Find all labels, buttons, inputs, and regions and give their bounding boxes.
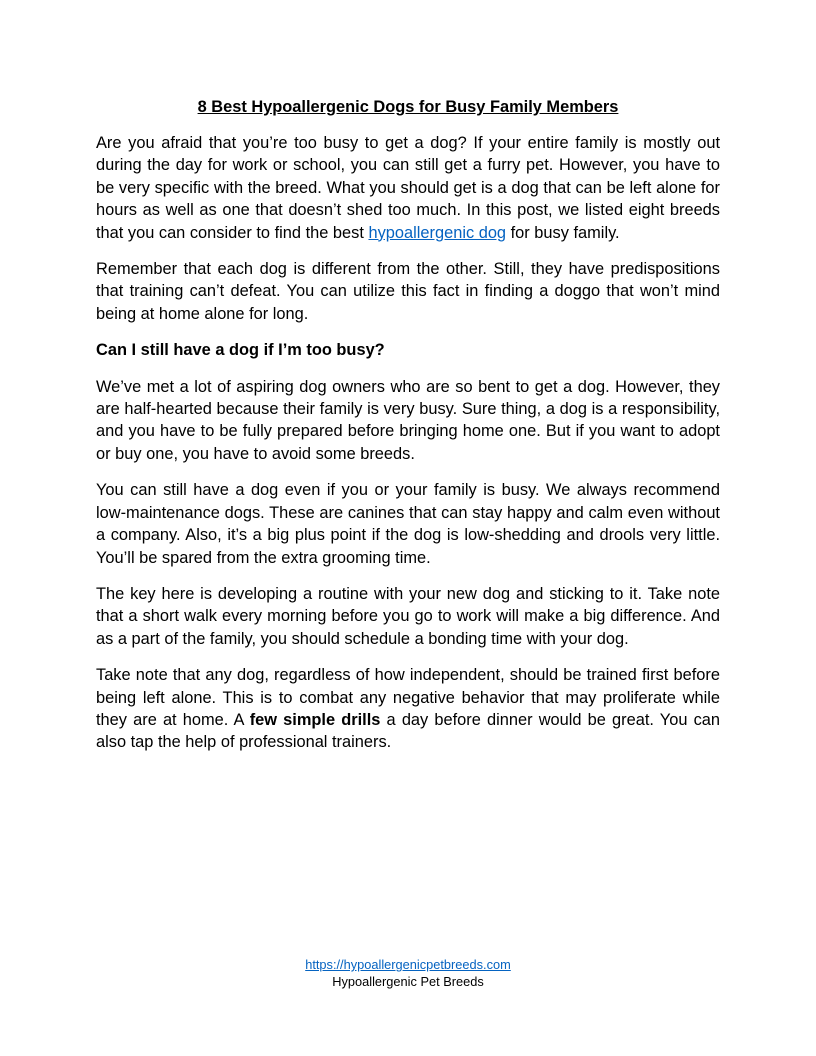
paragraph-each-dog-different: Remember that each dog is different from the other. Still, they have predispositions that training can’t defeat. You can utilize this fact in finding a doggo that won’t mind being at home alone for long. <box>96 260 720 323</box>
paragraph-routine: The key here is developing a routine with your new dog and sticking to it. Take note that a short walk every morning before you go to work will make a big difference. And as a part of the family, you should schedule a bonding time with your dog. <box>96 584 720 648</box>
intro-paragraph <box>96 132 720 244</box>
training-text-end: a day before dinner would be great. You can also tap the help of professional trainers. <box>96 710 721 752</box>
footer-url-link[interactable]: https://hypoallergenicpetbreeds.com <box>305 957 511 972</box>
intro-text: Are you afraid that you’re too busy to get a dog? If your entire family is mostly out during the day for work or school, you can still get a furry pet. However, you have to be very specific with the breed. What you should get is a dog that can be left alone for hours as well as one that doesn’t shed too much. In this post, we listed eight breeds that you can consider to find the best <box>96 134 720 242</box>
document-page <box>96 96 720 768</box>
paragraph-low-maintenance: You can still have a dog even if you or your family is busy. We always recommend low-maintenance dogs. These are canines that can stay happy and calm even without a company. Also, it’s a big plus point if the dog is low-shedding and drools very little. You’ll be spared from the extra grooming time. <box>96 481 720 567</box>
paragraph-aspiring-owners: We’ve met a lot of aspiring dog owners who are so bent to get a dog. However, they are half-hearted because their family is very busy. Sure thing, a dog is a responsibility, and you have to be fully prepared before bringing home one. But if you want to adopt or buy one, you have to avoid some breeds. <box>96 377 720 463</box>
footer-site-name: Hypoallergenic Pet Breeds <box>332 974 484 989</box>
intro-text-end: for busy family. <box>506 223 620 242</box>
hypoallergenic-dog-link[interactable]: hypoallergenic dog <box>368 223 507 242</box>
paragraph-training <box>96 664 720 754</box>
training-text: Take note that any dog, regardless of how independent, should be trained first before being left alone. This is to combat any negative behavior that may proliferate while they are at home. A <box>96 666 720 729</box>
section-heading-busy: Can I still have a dog if I’m too busy? <box>96 341 385 360</box>
document-title: 8 Best Hypoallergenic Dogs for Busy Family Members <box>197 98 619 116</box>
few-simple-drills-bold: few simple drills <box>249 710 381 729</box>
page-footer <box>0 956 816 990</box>
